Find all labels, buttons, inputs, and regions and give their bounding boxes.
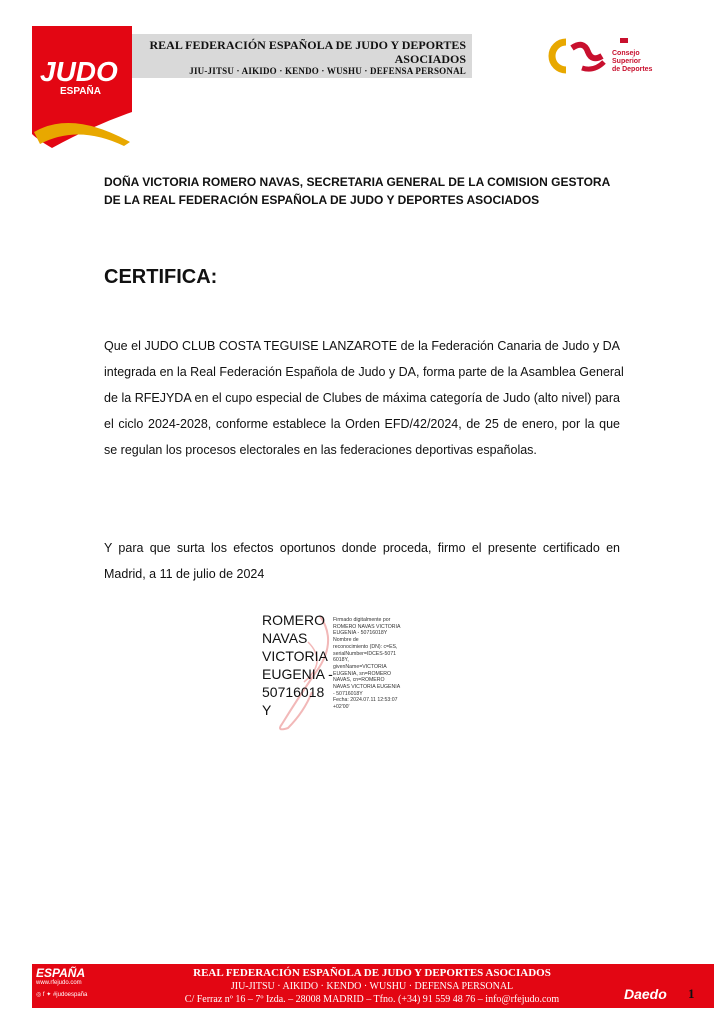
facebook-icon: f — [42, 992, 45, 998]
header-band — [132, 34, 472, 78]
instagram-icon: ◎ — [36, 992, 42, 998]
paragraph-line: se regulan los procesos electorales en las federaciones deportivas españolas. — [104, 443, 537, 457]
csd-name: Consejo Superior de Deportes — [612, 50, 653, 73]
signer-name: ROMERO NAVAS VICTORIA EUGENIA - 50716018 Y — [262, 612, 333, 718]
closing-paragraph — [104, 535, 620, 587]
judo-espana-logo — [32, 26, 132, 148]
addressee-line-2: DE LA REAL FEDERACIÓN ESPAÑOLA DE JUDO Y DEPORTES ASOCIADOS — [104, 193, 540, 207]
footer-brand-block — [36, 967, 116, 999]
header-disciplines: JIU-JITSU · AIKIDO · KENDO · WUSHU · DEFENSA PERSONAL — [189, 66, 466, 76]
paragraph-line: de la RFEJYDA en el cupo especial de Clubes de máxima categoría de Judo (alto nivel) para — [104, 391, 620, 405]
daedo-sponsor-logo: Daedo — [624, 986, 667, 1002]
footer-band — [32, 964, 714, 1008]
footer-disciplines: JIU-JITSU · AIKIDO · KENDO · WUSHU · DEFENSA PERSONAL — [230, 981, 514, 992]
certification-paragraph — [104, 333, 624, 463]
addressee-line-1: DOÑA VICTORIA ROMERO NAVAS, SECRETARIA GENERAL DE LA COMISION GESTORA — [104, 175, 611, 189]
footer-address-block — [172, 967, 572, 1006]
paragraph-line: Madrid, a 11 de julio de 2024 — [104, 567, 265, 581]
logo-text-main: JUDO — [40, 56, 118, 87]
footer-address: C/ Ferraz nº 16 – 7º Izda. – 28008 MADRID – Tfno. (+34) 91 559 48 76 – info@rfejudo.com — [184, 994, 560, 1005]
digital-signature-details: Firmado digitalmente por ROMERO NAVAS VICTORIA EUGENIA - 50716018Y Nombre de reconocimiento (DN): c=ES, serialNumber=IDCES-5071 6018Y, givenName=VICTORIA EUGENIA, sn=ROMERO NAVAS, cn=ROMERO NAVAS VICTORIA EUGENIA - 50716018Y Fecha: 2024.07.11 12:53:07 +02'00' — [333, 617, 401, 711]
twitter-icon: ✦ — [46, 992, 52, 998]
footer-federation-name: REAL FEDERACIÓN ESPAÑOLA DE JUDO Y DEPORTES ASOCIADOS — [193, 967, 551, 979]
footer-website-link[interactable]: www.rfejudo.com — [36, 980, 82, 986]
paragraph-line: Y para que surta los efectos oportunos donde proceda, firmo el presente certificado en — [104, 541, 620, 555]
paragraph-line: Que el JUDO CLUB COSTA TEGUISE LANZAROTE de la Federación Canaria de Judo y DA — [104, 339, 620, 353]
paragraph-line: el ciclo 2024-2028, conforme establece la Orden EFD/42/2024, de 25 de enero, por la que — [104, 417, 620, 431]
footer-brand: ESPAÑA — [36, 966, 86, 980]
addressee — [104, 173, 624, 209]
header-federation-name: REAL FEDERACIÓN ESPAÑOLA DE JUDO Y DEPORTES ASOCIADOS — [149, 38, 466, 66]
footer-social-handle: ◎ f ✦ #judoespaña — [36, 992, 88, 998]
paragraph-line: integrada en la Real Federación Española de Judo y DA, forma parte de la Asamblea General — [104, 365, 624, 379]
certifica-heading: CERTIFICA: — [104, 266, 218, 288]
logo-text-sub: ESPAÑA — [60, 86, 101, 97]
page-number: 1 — [688, 986, 695, 1001]
